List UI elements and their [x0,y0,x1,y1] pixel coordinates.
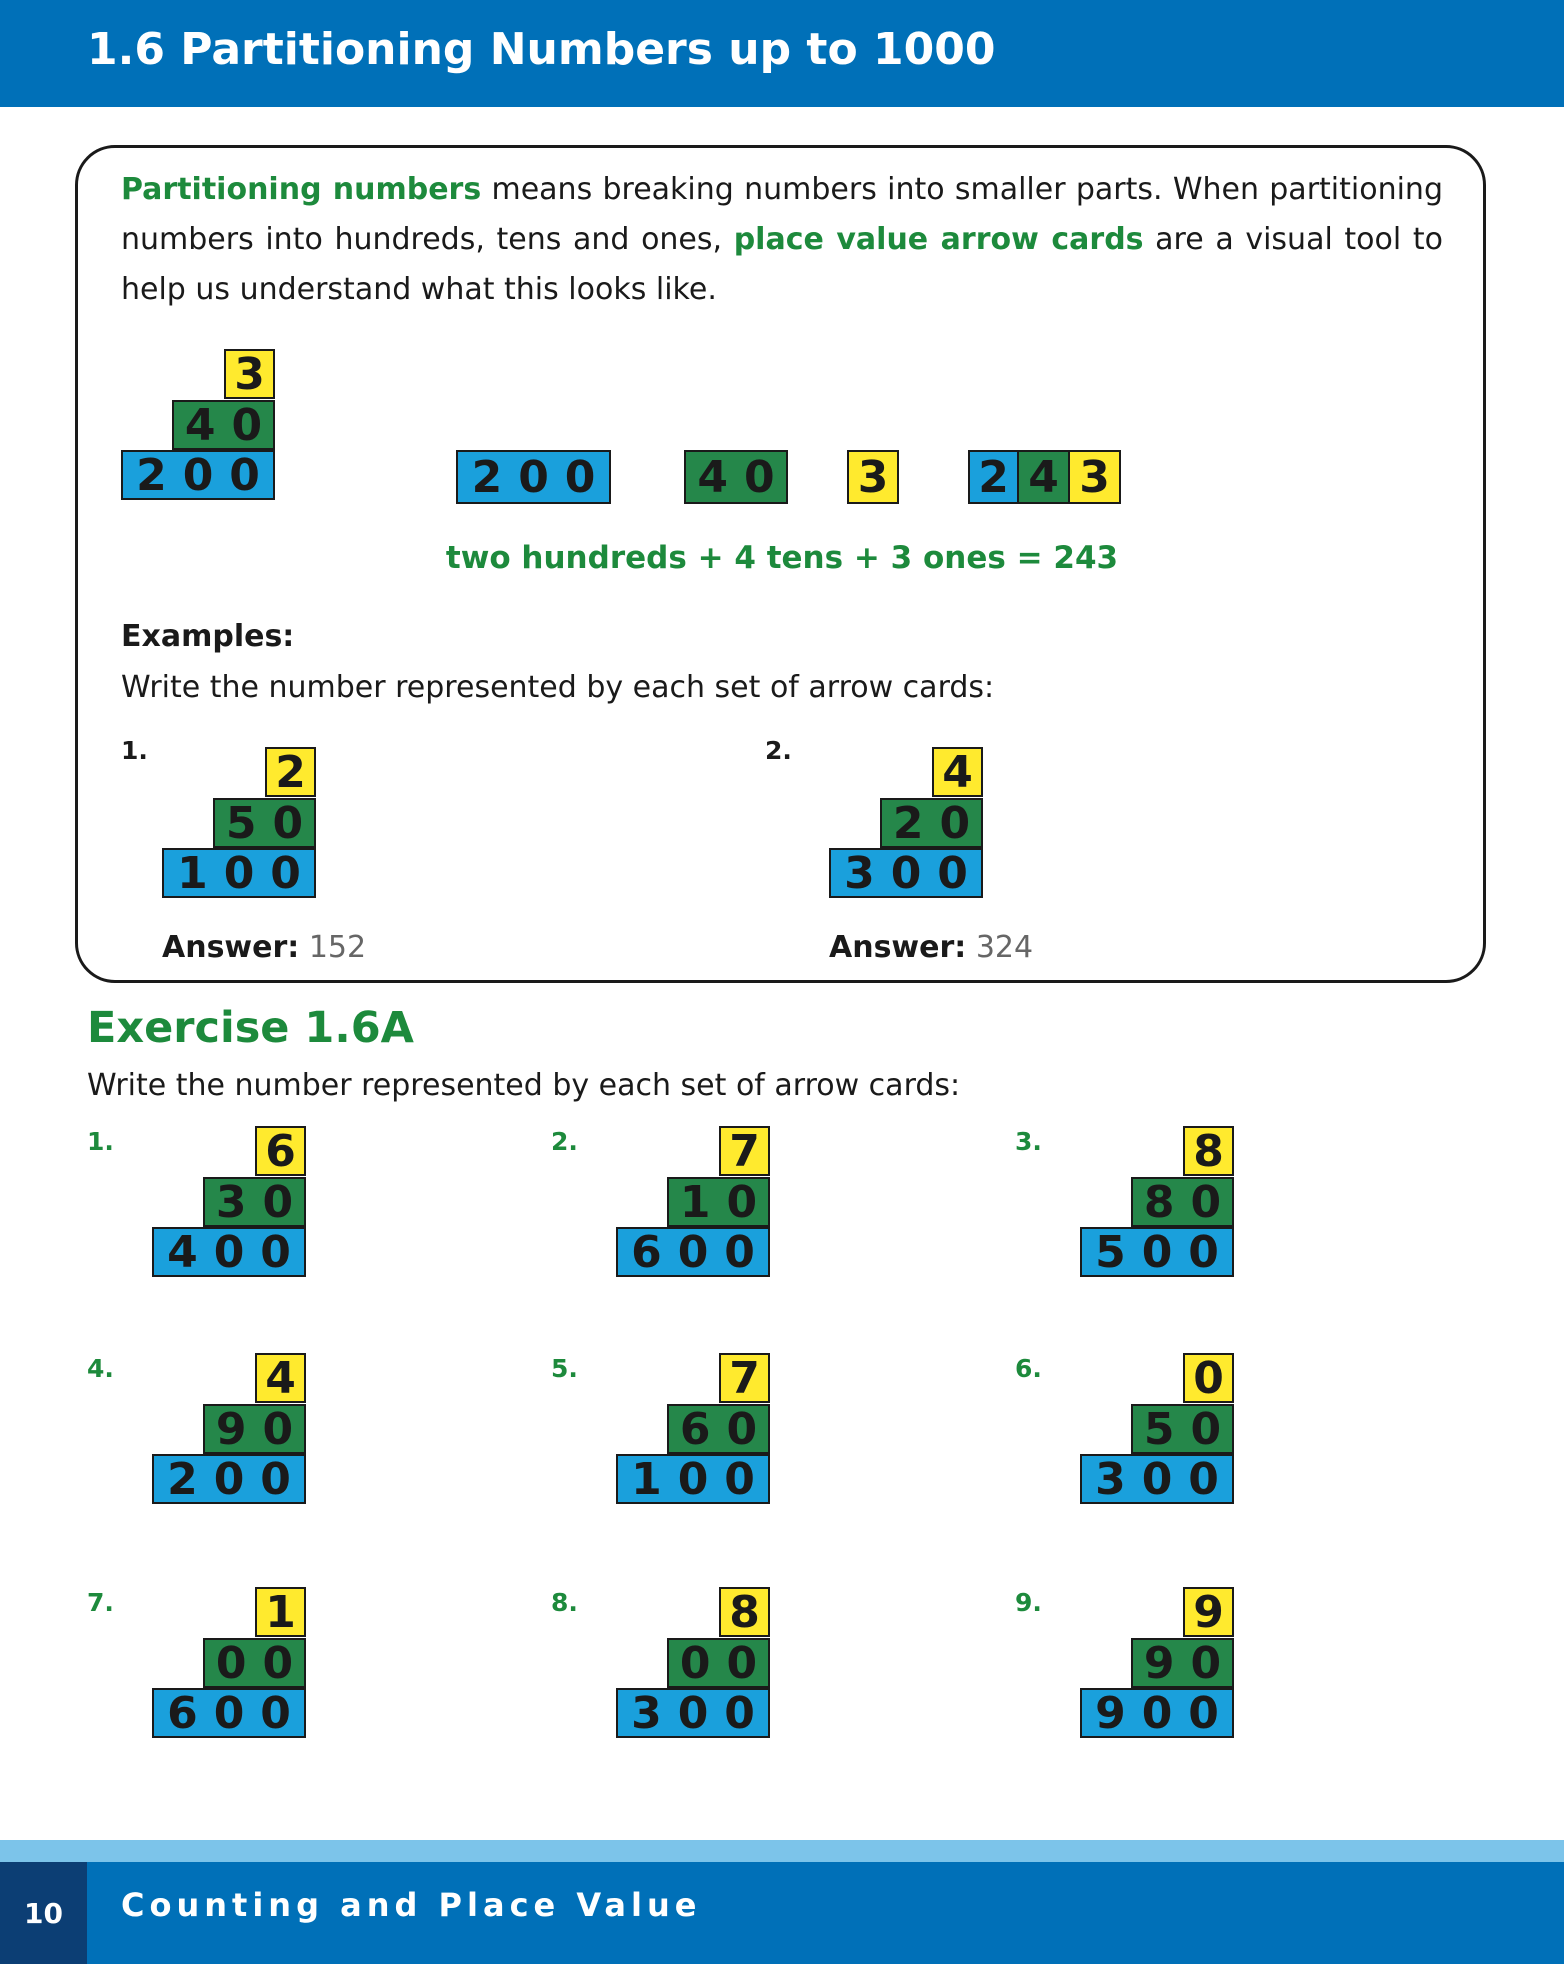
question-arrow-card-stack [152,1352,312,1505]
tens-card: 30 [203,1177,306,1227]
tens-card: 50 [213,798,316,848]
ones-card: 8 [719,1587,770,1637]
intro-paragraph [121,165,1443,315]
example-number: 2. [765,736,792,765]
intro-text-1: means breaking numbers into smaller parts. When partitioning numbers into hundreds, tens and ones, [121,172,1443,257]
page-number: 10 [0,1862,87,1964]
ones-card: 0 [1183,1353,1234,1403]
question-number: 2. [551,1127,578,1156]
demo-arrow-card-stack [121,348,281,501]
hundreds-card: 600 [616,1227,770,1277]
ones-card: 7 [719,1353,770,1403]
example-answer [829,930,1033,965]
question-arrow-card-stack [1080,1586,1240,1739]
question-arrow-card-stack [152,1125,312,1278]
page-header [0,0,1564,107]
example-number: 1. [121,736,148,765]
ones-card: 4 [255,1353,306,1403]
combined-tens-digit: 4 [1019,450,1070,504]
tens-card: 00 [667,1638,770,1688]
footer-chapter-title: Counting and Place Value [121,1886,702,1924]
exercise-instruction: Write the number represented by each set of arrow cards: [87,1068,961,1103]
tens-card: 50 [1131,1404,1234,1454]
term-arrow-cards: place value arrow cards [733,222,1144,257]
question-number: 3. [1015,1127,1042,1156]
question-arrow-card-stack [616,1125,776,1278]
tens-card: 40 [684,450,788,504]
question-arrow-card-stack [1080,1125,1240,1278]
question-number: 9. [1015,1588,1042,1617]
question-arrow-card-stack [616,1352,776,1505]
question-number: 1. [87,1127,114,1156]
footer-stripe [0,1840,1564,1862]
ones-card: 4 [932,747,983,797]
ones-card: 9 [1183,1587,1234,1637]
ones-card: 3 [847,450,899,504]
example-arrow-card-stack [829,746,989,899]
hundreds-card: 400 [152,1227,306,1277]
ones-card: 1 [255,1587,306,1637]
tens-card: 80 [1131,1177,1234,1227]
intro-text-2: are a visual tool to help us understand what this looks like. [121,222,1443,307]
hundreds-card: 600 [152,1688,306,1738]
hundreds-card: 200 [456,450,611,504]
combined-ones-digit: 3 [1070,450,1121,504]
tens-card: 10 [667,1177,770,1227]
partition-equation: two hundreds + 4 tens + 3 ones = 243 [445,540,1119,576]
combined-hundreds-digit: 2 [968,450,1019,504]
question-number: 8. [551,1588,578,1617]
answer-label: Answer: [162,930,300,965]
example-answer [162,930,366,965]
hundreds-card: 100 [616,1454,770,1504]
question-number: 5. [551,1354,578,1383]
question-arrow-card-stack [152,1586,312,1739]
exercise-heading: Exercise 1.6A [87,1003,414,1053]
tens-card: 40 [172,400,275,450]
examples-instruction: Write the number represented by each set of arrow cards: [121,670,995,705]
hundreds-card: 500 [1080,1227,1234,1277]
answer-value: 324 [975,930,1034,965]
hundreds-card: 300 [616,1688,770,1738]
combined-arrow-cards [968,450,1121,504]
example-arrow-card-stack [162,746,322,899]
hundreds-card: 900 [1080,1688,1234,1738]
examples-heading: Examples: [121,619,295,654]
question-arrow-card-stack [616,1586,776,1739]
question-number: 4. [87,1354,114,1383]
hundreds-card: 200 [152,1454,306,1504]
ones-card: 8 [1183,1126,1234,1176]
ones-card: 3 [224,349,275,399]
tens-card: 60 [667,1404,770,1454]
tens-card: 00 [203,1638,306,1688]
ones-card: 2 [265,747,316,797]
ones-card: 7 [719,1126,770,1176]
question-number: 7. [87,1588,114,1617]
question-arrow-card-stack [1080,1352,1240,1505]
hundreds-card: 300 [829,848,983,898]
hundreds-card: 300 [1080,1454,1234,1504]
page-title: 1.6 Partitioning Numbers up to 1000 [87,24,996,75]
tens-card: 20 [880,798,983,848]
ones-card: 6 [255,1126,306,1176]
term-partitioning: Partitioning numbers [121,172,482,207]
tens-card: 90 [203,1404,306,1454]
hundreds-card: 200 [121,450,275,500]
hundreds-card: 100 [162,848,316,898]
answer-value: 152 [308,930,367,965]
tens-card: 90 [1131,1638,1234,1688]
answer-label: Answer: [829,930,967,965]
question-number: 6. [1015,1354,1042,1383]
